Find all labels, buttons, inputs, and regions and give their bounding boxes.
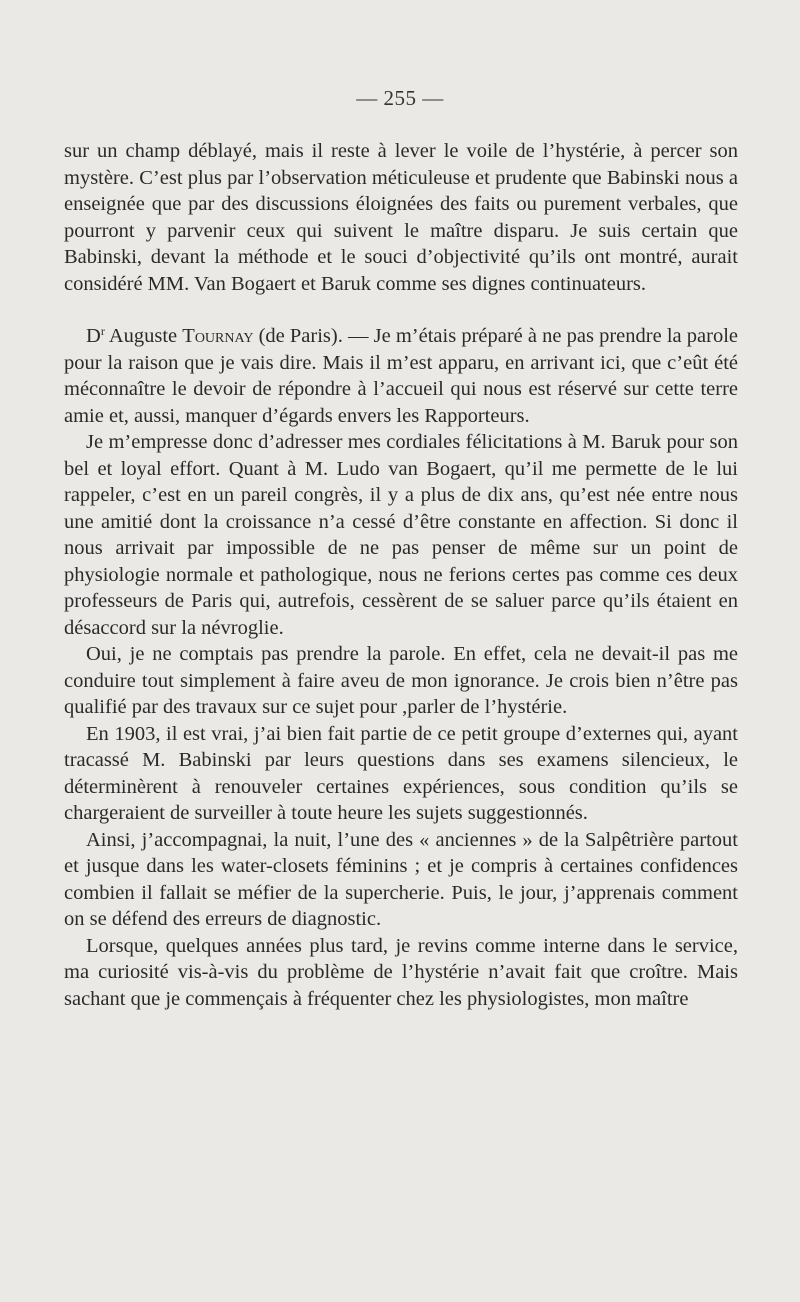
paragraph-3: Je m’empresse donc d’adresser mes cordiales félicitations à M. Baruk pour son bel et loyal effort. Quant à M. Ludo van Bogaert, qu’il me permette de le lui rappeler, c’est en un pareil congrès, il y a plus de dix ans, qu’est née entre nous une amitié dont la croissance n’a cessé d’être constante en affection. Si donc il nous arrivait par impossible de ne pas penser de même sur un point de physiologie normale et pathologique, nous ne ferions certes pas comme ces deux professeurs de Paris qui, autrefois, cessèrent de se saluer parce qu’ils étaient en désaccord sur la névroglie. [64,431,738,639]
paragraph-6: Ainsi, j’accompagnai, la nuit, l’une des « anciennes » de la Salpêtrière partout et jusque dans les water-closets féminins ; et je compris à certaines confidences combien il fallait se méfier de la supercherie. Puis, le jour, j’apprenais comment on se défend des erreurs de diagnostic. [64,828,738,930]
speaker-firstname: Auguste [104,325,183,347]
body-text [64,138,738,1012]
paragraph-4: Oui, je ne comptais pas prendre la parole. En effet, cela ne devait-il pas me conduire tout simplement à faire aveu de mon ignorance. Je crois bien n’être pas qualifié par des travaux sur ce sujet pour ,parler de l’hystérie. [64,643,738,718]
paragraph-5: En 1903, il est vrai, j’ai bien fait partie de ce petit groupe d’externes qui, ayant tracassé M. Babinski par leurs questions dans ses examens silencieux, le déterminèrent à renouveler certaines expériences, sous condition qu’ils se chargeraient de surveiller à toute heure les sujets suggestionnés. [64,722,738,824]
page-number: — 255 — [356,86,444,110]
speaker-surname: Tournay [182,325,254,347]
speaker-title: D [86,325,101,347]
paragraph-2-body: (de Paris). — Je m’étais préparé à ne pas prendre la parole pour la raison que je vais dire. Mais il m’est apparu, en arrivant ici, que c’eût été méconnaître le devoir de répondre à l’accueil qui nous est réservé sur cette terre amie et, aussi, manquer d’égards envers les Rapporteurs. [64,325,738,427]
paragraph-1: sur un champ déblayé, mais il reste à lever le voile de l’hystérie, à percer son mystère. C’est plus par l’observation méticuleuse et prudente que Babinski nous a enseignée que par des discussions éloignées des faits ou purement verbales, que pourront y parvenir ceux qui suivent le maître disparu. Je suis certain que Babinski, devant la méthode et le souci d’objectivité qu’ils ont montré, aurait considéré MM. Van Bogaert et Baruk comme ses dignes continuateurs. [64,140,738,295]
speaker-title-superscript: r [100,324,105,338]
paragraph-7: Lorsque, quelques années plus tard, je revins comme interne dans le service, ma curiosité vis-à-vis du problème de l’hystérie n’avait fait que croître. Mais sachant que je commençais à fréquenter chez les physiologistes, mon maître [64,934,738,1010]
paragraph-2 [64,323,738,429]
